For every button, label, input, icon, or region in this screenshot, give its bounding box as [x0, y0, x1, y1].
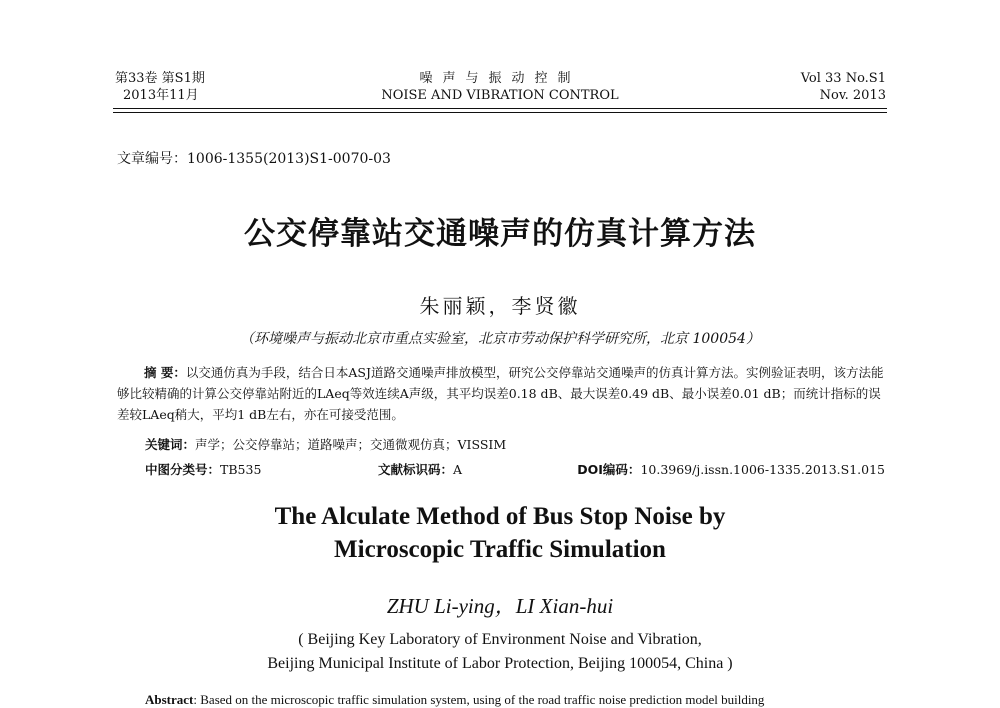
title-en-line1: The Alculate Method of Bus Stop Noise by [274, 503, 726, 530]
doi-code [577, 460, 885, 478]
classification-label: 中图分类号： [145, 462, 221, 477]
classification-text: TB535 [220, 462, 262, 477]
doi-text: 10.3969/j.issn.1006-1335.2013.S1.015 [640, 462, 885, 477]
abstract-en-label: Abstract [145, 692, 194, 707]
header-rule-top [113, 108, 887, 109]
vol-date-text: Nov. 2013 [819, 88, 886, 103]
abstract-cn-text: 以交通仿真为手段，结合日本ASJ道路交通噪声排放模型，研究公交停靠站交通噪声的仿真计算方法。实例验证表明，该方法能够比较精确的计算公交停靠站附近的LAeq等效连续A声级，其平均误差0.18 dB、最大误差0.49 dB、最小误差0.01 dB；而统计指标的误差较LAeq稍大，平均1 dB左右，亦在可接受范围。 [117, 365, 884, 422]
classification-number [145, 460, 261, 478]
page-title-cn: 公交停靠站交通噪声的仿真计算方法 [244, 216, 756, 252]
affiliation-en-line1: ( Beijing Key Laboratory of Environment Noise and Vibration, [298, 631, 702, 648]
keywords-text: 声学；公交停靠站；道路噪声；交通微观仿真；VISSIM [195, 437, 507, 452]
abstract-en [145, 692, 764, 708]
document-code [378, 460, 462, 478]
document-code-label: 文献标识码： [378, 462, 454, 477]
abstract-cn-label: 摘 要： [144, 365, 186, 380]
vol-no-text: Vol 33 No.S1 [800, 71, 886, 86]
title-en-line2: Microscopic Traffic Simulation [334, 536, 666, 563]
page-title-en [0, 500, 1000, 566]
journal-name-en: NOISE AND VIBRATION CONTROL [381, 88, 619, 103]
journal-vol-en [801, 70, 886, 104]
header-rule-bottom [113, 112, 887, 113]
affiliation-en-line2: Beijing Municipal Institute of Labor Protection, Beijing 100054, China ) [267, 655, 733, 672]
journal-name-cn: 噪声与振动控制 [419, 71, 581, 86]
doi-label: DOI编码： [577, 462, 641, 477]
issue-date-text: 2013年11月 [123, 88, 199, 103]
journal-name [300, 70, 700, 104]
document-code-text: A [453, 462, 463, 477]
journal-volume-issue [115, 70, 205, 104]
affiliation-en [0, 628, 1000, 676]
volume-issue-text: 第33卷 第S1期 [115, 71, 205, 86]
abstract-cn [117, 362, 885, 425]
keywords-cn [145, 435, 506, 453]
keywords-label: 关键词： [145, 437, 196, 452]
affiliation-cn: （环境噪声与振动北京市重点实验室，北京市劳动保护科学研究所，北京 100054） [240, 331, 760, 347]
abstract-en-text: : Based on the microscopic traffic simulation system, using of the road traffic noise prediction model building [193, 692, 765, 707]
authors-cn: 朱丽颖，李贤徽 [419, 294, 581, 318]
authors-en: ZHU Li-ying，LI Xian-hui [386, 594, 614, 618]
article-number: 文章编号：1006-1355(2013)S1-0070-03 [117, 151, 391, 167]
